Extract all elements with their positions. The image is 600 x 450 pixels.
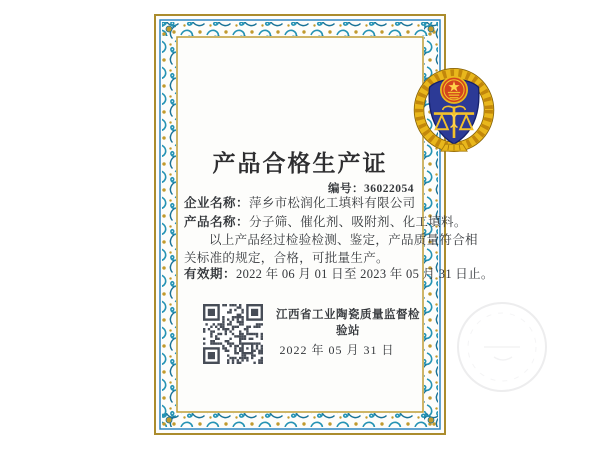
company-label: 企业名称： [184,196,250,210]
validity-label: 有效期： [184,267,237,281]
statement-line-1: 以上产品经过检验检测、鉴定，产品质量符合相 [209,233,478,247]
issuing-authority: 江西省工业陶瓷质量监督检验站 [276,309,420,337]
industry-commerce-badge-icon [408,68,500,152]
company-value: 萍乡市松润化工填料有限公司 [249,196,416,210]
product-value: 分子筛、催化剂、吸附剂、化工填料。 [249,215,467,229]
serial-label: 编号： [328,183,364,195]
serial-number-line [154,180,414,196]
product-name-line [184,215,467,230]
validity-line [184,267,494,282]
issue-date: 2022 年 05 月 31 日 [279,343,395,357]
seal-watermark [454,299,550,395]
product-label: 产品名称： [184,215,250,229]
qr-code [203,304,263,364]
certificate-title: 产品合格生产证 [212,151,388,176]
statement-line-2: 关标准的规定，合格，可批量生产。 [184,251,389,265]
company-name-line [184,196,424,211]
validity-value: 2022 年 06 月 01 日至 2023 年 05 月 31 日止。 [236,267,494,281]
serial-value: 36022054 [364,183,414,195]
